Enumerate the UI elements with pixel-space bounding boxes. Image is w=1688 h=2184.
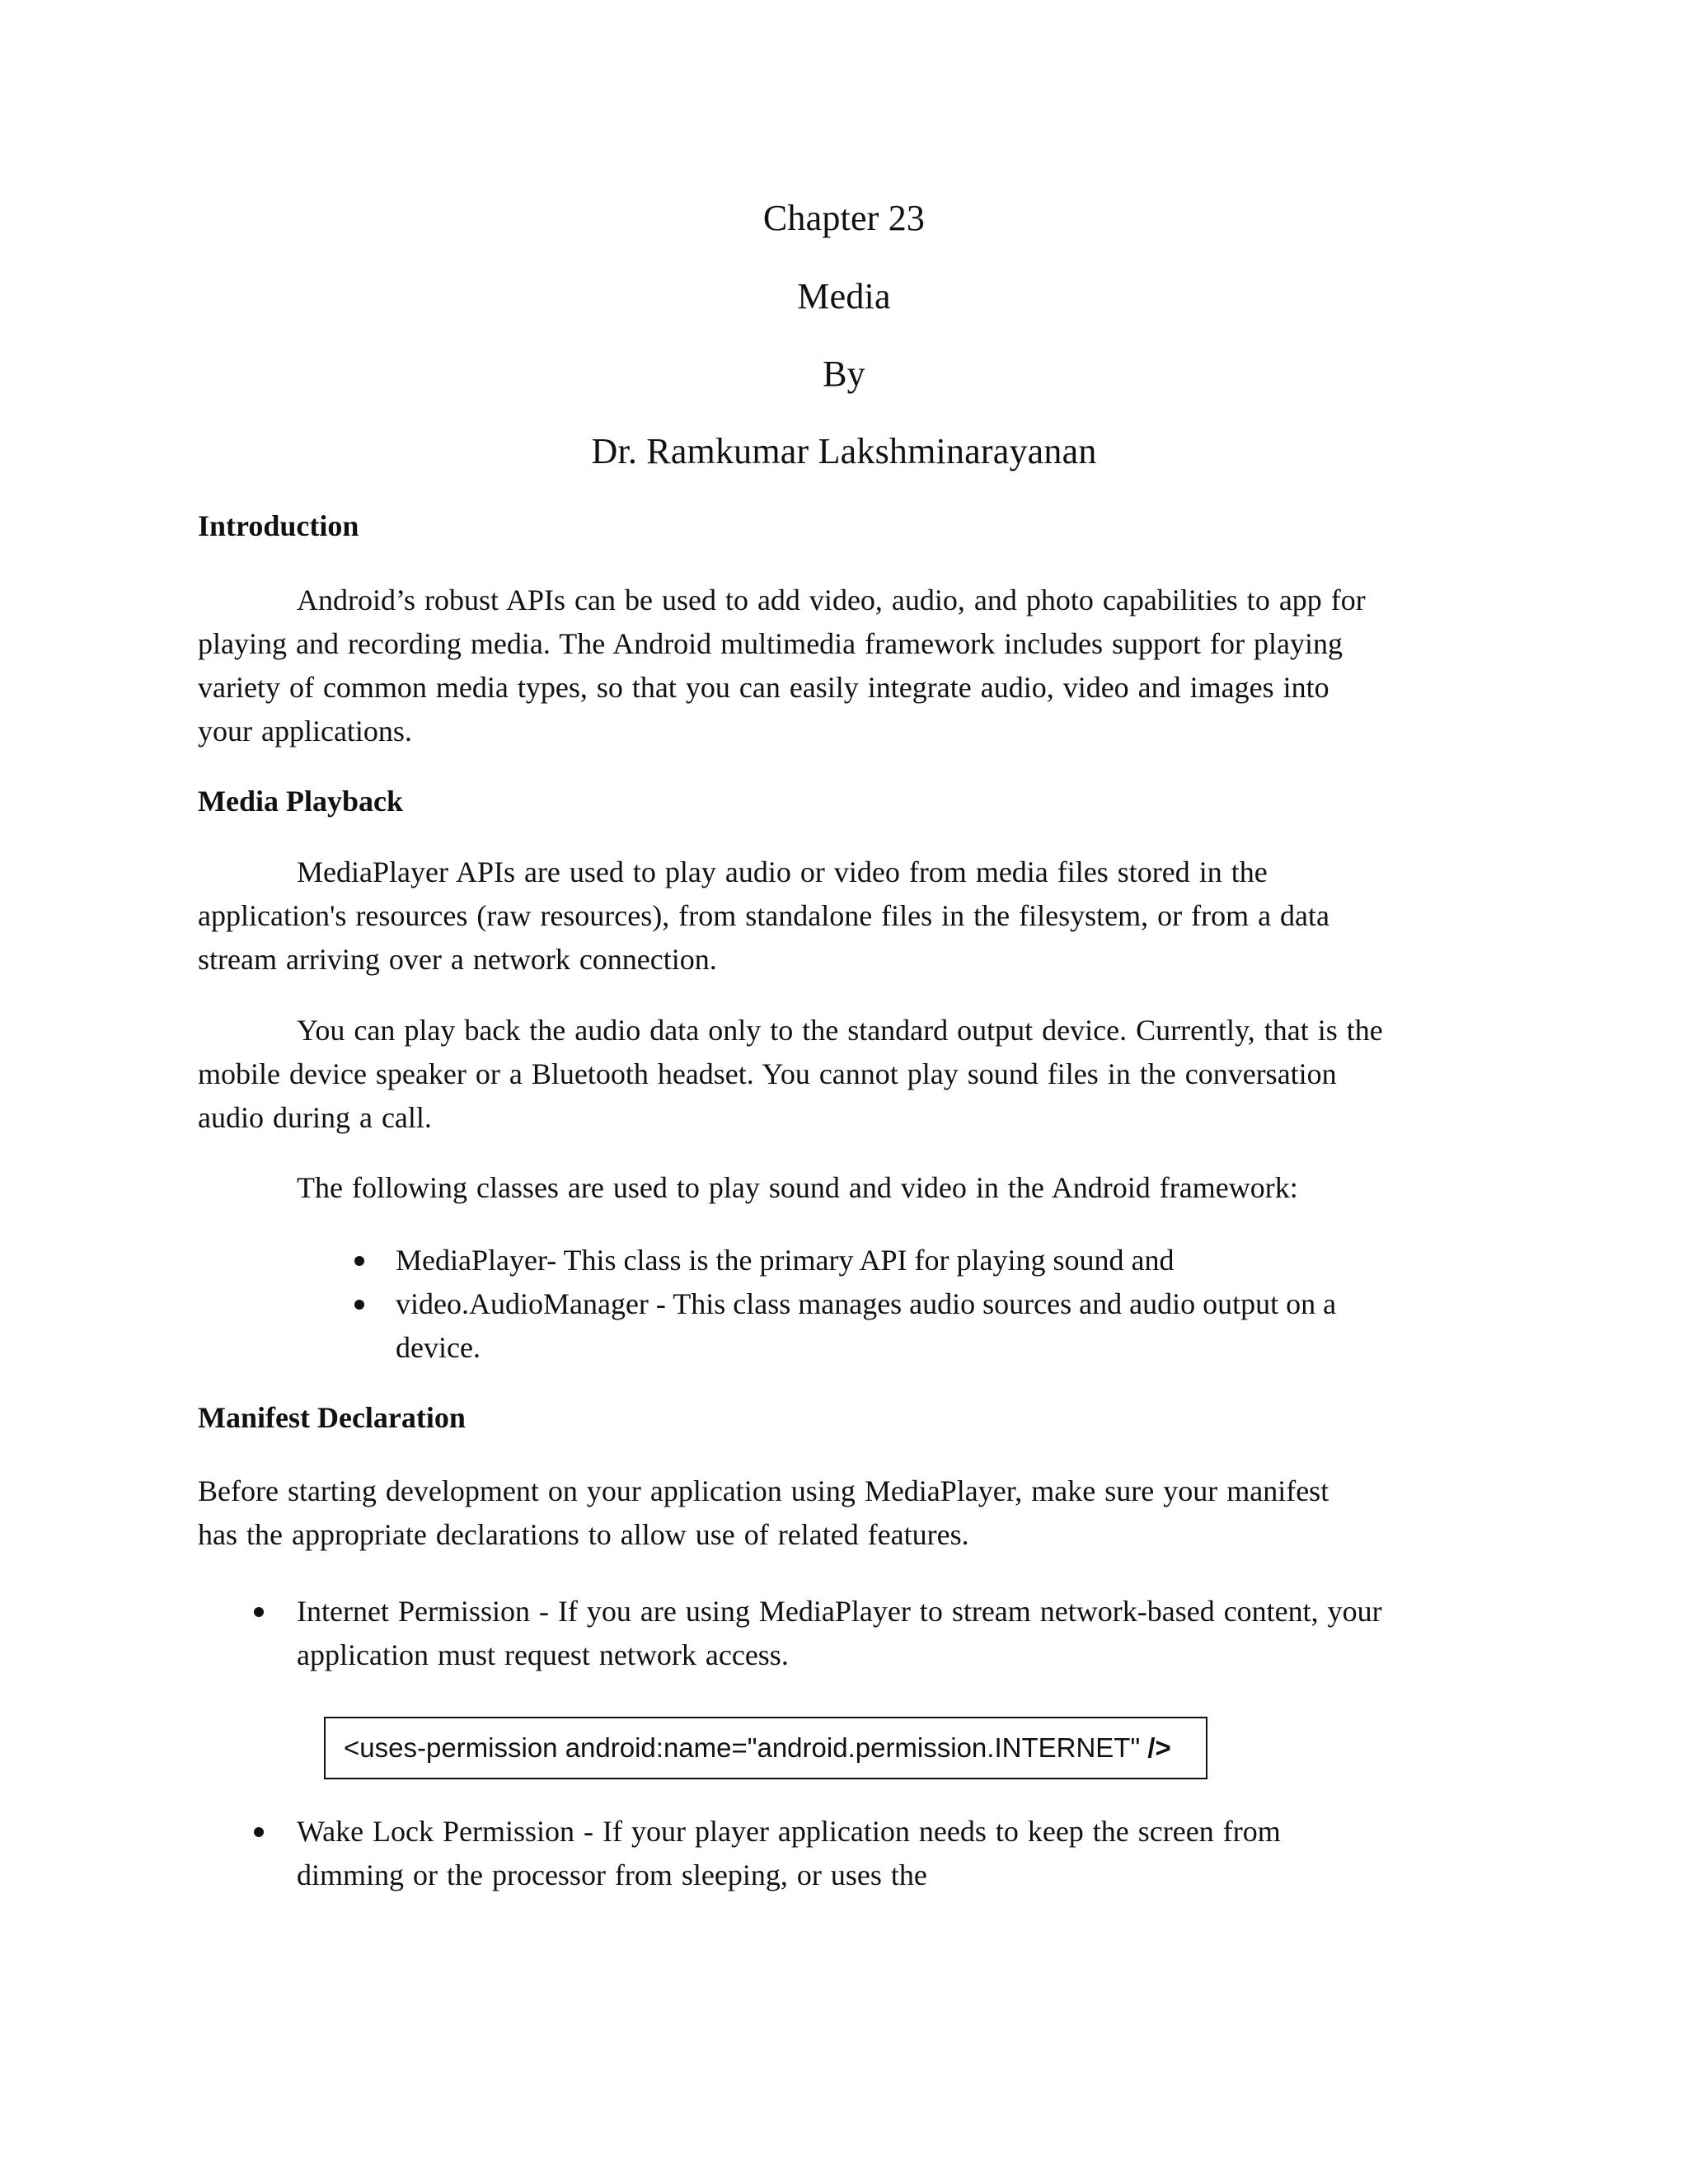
- wake-lock-line-2: dimming or the processor from sleeping, or uses the: [297, 1858, 927, 1891]
- code-snippet-text: <uses-permission android:name="android.permission.INTERNET": [344, 1732, 1148, 1763]
- manifest-heading: Manifest Declaration: [198, 1401, 466, 1434]
- playback-paragraph-3: [198, 1166, 1484, 1210]
- author-name: Dr. Ramkumar Lakshminarayanan: [591, 431, 1097, 471]
- code-snippet-close: />: [1147, 1732, 1171, 1763]
- bullet-icon: [354, 1256, 364, 1266]
- playback-p2-line-2: mobile device speaker or a Bluetooth headset. You cannot play sound files in the conversation: [198, 1057, 1337, 1090]
- playback-p1-line-2: application's resources (raw resources), from standalone files in the filesystem, or from a data: [198, 899, 1330, 932]
- bullet-icon: [254, 1827, 264, 1837]
- intro-line-3: variety of common media types, so that you can easily integrate audio, video and images into: [198, 671, 1329, 704]
- intro-line-4: your applications.: [198, 715, 412, 748]
- playback-p3-line-1: The following classes are used to play sound and video in the Android framework:: [297, 1171, 1298, 1204]
- list-item-text: video.AudioManager - This class manages audio sources and audio output on a: [396, 1287, 1337, 1320]
- internet-permission-line-2: application must request network access.: [297, 1638, 789, 1671]
- media-playback-heading: Media Playback: [198, 785, 403, 818]
- list-item-text: MediaPlayer- This class is the primary API for playing sound and: [396, 1244, 1175, 1277]
- manifest-paragraph: [198, 1469, 1484, 1557]
- list-item: [396, 1239, 1484, 1282]
- introduction-paragraph: [198, 579, 1484, 753]
- introduction-heading: Introduction: [198, 509, 359, 542]
- internet-permission-item: [297, 1590, 1500, 1677]
- intro-line-2: playing and recording media. The Android multimedia framework includes support for playing: [198, 627, 1343, 660]
- list-item-text: device.: [396, 1331, 481, 1364]
- bullet-icon: [254, 1607, 264, 1617]
- playback-p1-line-3: stream arriving over a network connection.: [198, 943, 717, 976]
- playback-paragraph-2: [198, 1009, 1484, 1140]
- playback-paragraph-1: [198, 851, 1484, 982]
- manifest-line-1: Before starting development on your application using MediaPlayer, make sure your manifest: [198, 1474, 1329, 1507]
- playback-p2-line-1: You can play back the audio data only to the standard output device. Currently, that is the: [297, 1014, 1383, 1047]
- wake-lock-permission-item: [297, 1810, 1500, 1897]
- list-item: [396, 1282, 1484, 1326]
- playback-p2-line-3: audio during a call.: [198, 1101, 432, 1134]
- chapter-number: Chapter 23: [762, 198, 926, 238]
- chapter-title: Media: [797, 276, 891, 316]
- playback-p1-line-1: MediaPlayer APIs are used to play audio or video from media files stored in the: [297, 855, 1268, 888]
- code-snippet-box: [324, 1717, 1207, 1779]
- wake-lock-line-1: Wake Lock Permission - If your player application needs to keep the screen from: [297, 1815, 1281, 1848]
- list-item: [396, 1326, 1484, 1370]
- bullet-icon: [354, 1300, 364, 1310]
- internet-permission-line-1: Internet Permission - If you are using MediaPlayer to stream network-based content, your: [297, 1595, 1382, 1628]
- by-line: By: [823, 354, 865, 394]
- intro-line-1: Android’s robust APIs can be used to add video, audio, and photo capabilities to app for: [297, 583, 1366, 616]
- classes-bullet-list: [396, 1239, 1484, 1370]
- manifest-line-2: has the appropriate declarations to allow use of related features.: [198, 1518, 969, 1551]
